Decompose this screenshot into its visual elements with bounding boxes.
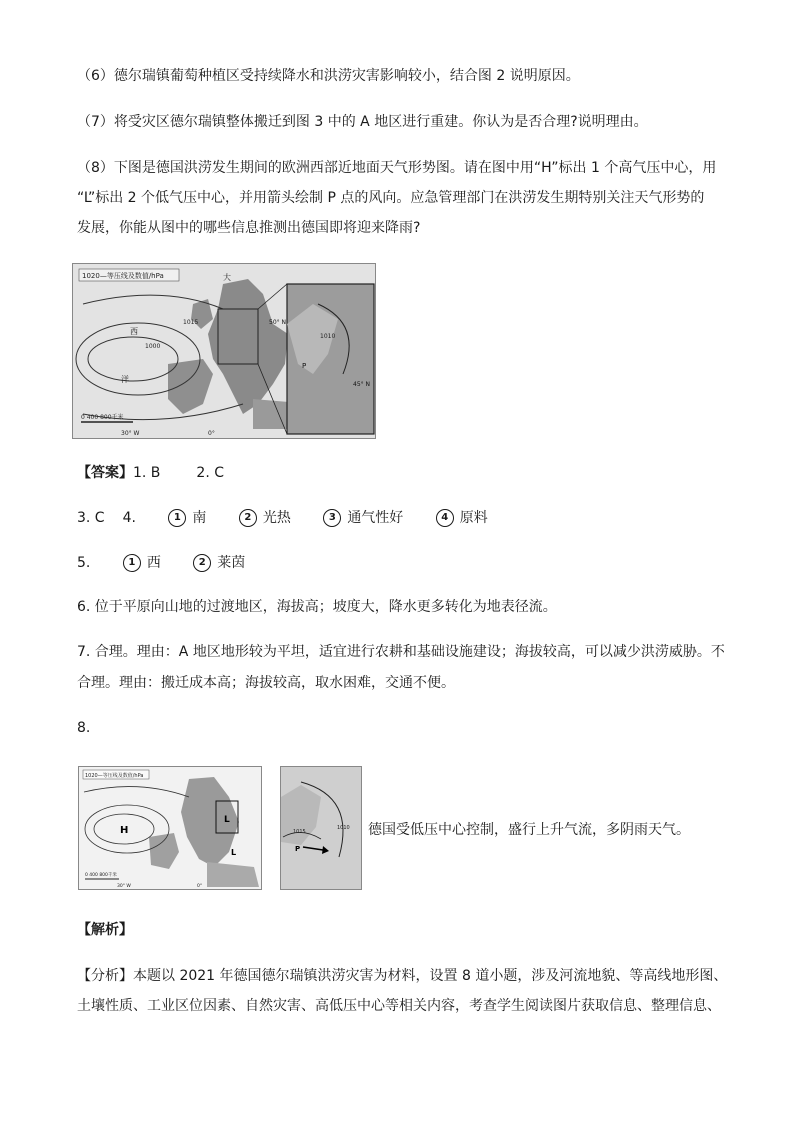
weather-map-answer-inset-svg: [281, 767, 361, 889]
answer-7-line1: 7. 合理。理由：A 地区地形较为平坦，适宜进行农耕和基础设施建设；海拔较高，可以减少洪涝威胁。不: [77, 644, 725, 660]
answer-8-number: 8.: [77, 720, 91, 736]
p-point-label: P: [295, 845, 301, 853]
scale-text: 0 400 800千米: [85, 873, 117, 878]
question-8-line1: （8）下图是德国洪涝发生期间的欧洲西部近地面天气形势图。请在图中用“H”标出 1 个高气压中心，用: [77, 160, 717, 176]
low-pressure-label: L: [231, 848, 237, 857]
latitude-label: 50° N: [269, 319, 287, 326]
longitude-label: 30° W: [117, 884, 131, 889]
longitude-label: 0°: [208, 430, 215, 437]
answer-row-2: [77, 508, 488, 528]
p-point-label: P: [302, 362, 307, 370]
isobar-value: 1010: [337, 825, 350, 831]
legend-text: 1020—等压线及数值/hPa: [82, 272, 164, 280]
weather-map-question-svg: [73, 264, 375, 438]
longitude-label: 0°: [197, 884, 203, 889]
isobar-value: 1015: [183, 319, 199, 326]
answer-7-line2: 合理。理由：搬迁成本高；海拔较高，取水困难，交通不便。: [77, 675, 455, 691]
circle-number-4: 4: [436, 509, 454, 527]
analysis-label: 【解析】: [77, 922, 133, 938]
isobar-value: 1015: [293, 829, 306, 835]
answer-row-3: [77, 553, 245, 573]
circle-number-1: 1: [168, 509, 186, 527]
answer-4-item: 通气性好: [347, 510, 404, 526]
answer-6: 6. 位于平原向山地的过渡地区，海拔高；坡度大，降水更多转化为地表径流。: [77, 599, 557, 615]
question-8-line2: “L”标出 2 个低气压中心，并用箭头绘制 P 点的风向。应急管理部门在洪涝发生期特别关注天气形势的: [77, 190, 705, 206]
answer-3: 3. C: [77, 510, 105, 526]
answer-4-item: 光热: [262, 510, 291, 526]
circle-number-3: 3: [323, 509, 341, 527]
answer-1: 1. B: [133, 465, 161, 481]
answer-4-item: 原料: [459, 510, 488, 526]
question-7: （7）将受灾区德尔瑞镇整体搬迁到图 3 中的 A 地区进行重建。你认为是否合理?说明理由。: [77, 114, 648, 130]
analysis-line1: 【分析】本题以 2021 年德国德尔瑞镇洪涝灾害为材料，设置 8 道小题，涉及河流地貌、等高线地形图、: [77, 968, 728, 984]
weather-map-answer-main-svg: [79, 767, 261, 889]
question-8-line3: 发展，你能从图中的哪些信息推测出德国即将迎来降雨?: [77, 220, 421, 236]
weather-map-question: [72, 263, 376, 439]
circle-number-2: 2: [193, 554, 211, 572]
circle-number-2: 2: [239, 509, 257, 527]
weather-map-answer-inset: [280, 766, 362, 890]
answer-5-item: 莱茵: [217, 555, 246, 571]
longitude-label: 30° W: [121, 430, 140, 437]
legend-text: 1020—等压线及数值/hPa: [85, 773, 144, 779]
scale-text: 0 400 800千米: [81, 414, 124, 421]
high-pressure-label: H: [120, 825, 129, 836]
low-pressure-label: L: [224, 815, 230, 825]
latitude-label: 45° N: [353, 381, 371, 388]
answer-4-number: 4.: [122, 510, 136, 526]
ocean-label: 大: [223, 273, 231, 282]
answer-label: 【答案】: [77, 465, 133, 481]
answer-5-item: 西: [146, 555, 161, 571]
analysis-line2: 土壤性质、工业区位因素、自然灾害、高低压中心等相关内容，考查学生阅读图片获取信息、整理信息、: [77, 998, 721, 1014]
answer-row-1: [77, 463, 224, 483]
ocean-label: 洋: [121, 375, 129, 384]
answer-5-number: 5.: [77, 555, 91, 571]
answer-4-item: 南: [192, 510, 207, 526]
question-6: （6）德尔瑞镇葡萄种植区受持续降水和洪涝灾害影响较小，结合图 2 说明原因。: [77, 68, 580, 84]
weather-map-answer-main: [78, 766, 262, 890]
circle-number-1: 1: [123, 554, 141, 572]
answer-8-text: 德国受低压中心控制，盛行上升气流，多阴雨天气。: [368, 822, 690, 838]
isobar-value: 1010: [320, 333, 336, 340]
answer-2: 2. C: [196, 465, 225, 481]
isobar-value: 1000: [145, 343, 161, 350]
ocean-label: 西: [130, 327, 138, 336]
